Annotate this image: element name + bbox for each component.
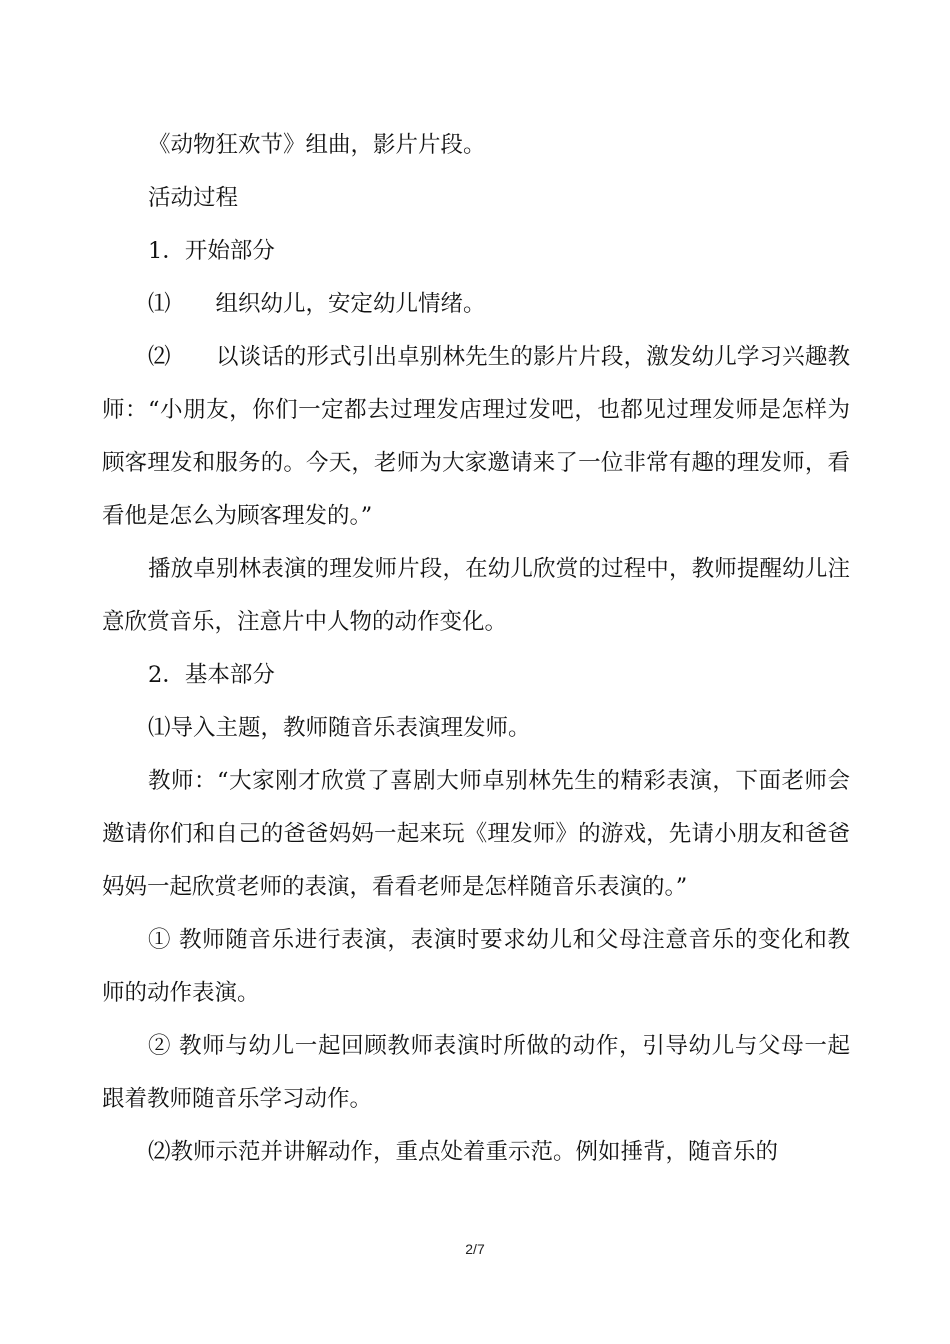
heading-activity-process: 活动过程 xyxy=(148,185,239,211)
paragraph-teacher-speech: 教师：“大家刚才欣赏了喜剧大师卓别林先生的精彩表演，下面老师会邀请你们和自己的爸爸妈妈一起来玩《理发师》的游戏，先请小朋友和爸爸妈妈一起欣赏老师的表演，看看老师是怎样随音乐表演的。” xyxy=(102,768,850,900)
page-number: 2/7 xyxy=(465,1241,485,1257)
paragraph-play-film: 播放卓别林表演的理发师片段，在幼儿欣赏的过程中，教师提醒幼儿注意欣赏音乐，注意片中人物的动作变化。 xyxy=(102,556,850,635)
paragraph-materials: 《动物狂欢节》组曲，影片片段。 xyxy=(148,132,486,158)
paragraph-conversation-intro: ⑵ 以谈话的形式引出卓别林先生的影片片段，激发幼儿学习兴趣教师：“小朋友，你们一定都去过理发店理过发吧，也都见过理发师是怎样为顾客理发和服务的。今天，老师为大家邀请来了一位非常有趣的理发师，看看他是怎么为顾客理发的。” xyxy=(102,344,850,529)
heading-opening-part: 1．开始部分 xyxy=(148,238,275,264)
paragraph-demonstration: ⑵教师示范并讲解动作，重点处着重示范。例如捶背，随音乐的 xyxy=(148,1139,779,1165)
paragraph-introduce-theme: ⑴导入主题，教师随音乐表演理发师。 xyxy=(148,715,531,741)
paragraph-step-two: ② 教师与幼儿一起回顾教师表演时所做的动作，引导幼儿与父母一起跟着教师随音乐学习动作。 xyxy=(102,1033,850,1112)
paragraph-step-one: ① 教师随音乐进行表演，表演时要求幼儿和父母注意音乐的变化和教师的动作表演。 xyxy=(102,927,850,1006)
paragraph-organize-children: ⑴ 组织幼儿，安定幼儿情绪。 xyxy=(148,291,486,317)
heading-basic-part: 2．基本部分 xyxy=(148,662,275,688)
